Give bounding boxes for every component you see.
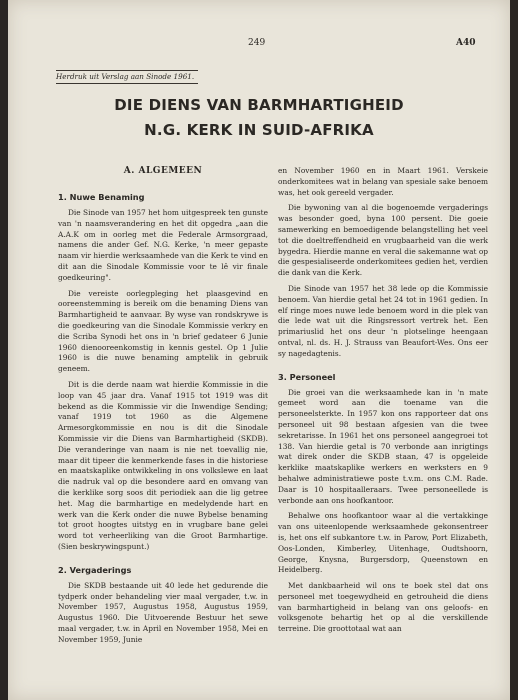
title-line-1: DIE DIENS VAN BARMHARTIGHEID [114, 96, 404, 114]
right-column [278, 166, 488, 640]
paragraph: Behalwe ons hoofkantoor waar al die vertakkinge van ons uiteenlopende werksaamhede gekonsentreer is, het ons elf subkantore t.w. in Parow, Port Elizabeth, Oos-Londen, Kimberley, Uitenhage, Oudtshoorn, George, Knysna, Burgersdorp, Queenstown en Heidelberg. [278, 511, 488, 575]
reprint-note: Herdruk uit Verslag aan Sinode 1961. [56, 70, 198, 84]
paragraph: Die groei van die werksaamhede kan in 'n mate gemeet word aan die toename van die personeelsterkte. In 1957 kon ons rapporteer dat ons personeel uit 98 bestaan afgesien van die twee sekretarisse. In 1961 het ons personeel aangegroei tot 138. Van hierdie getal is 70 verbonde aan inrigtings wat direk onder die SKDB staan, 47 is opgeleide kerklike maatskaplike werkers en werksters en 9 behalwe administratiewe poste t.v.m. ons C.M. Rade. Daar is 10 hospitaalleraars. Twee personeellede is verbonde aan ons hoofkantoor. [278, 387, 488, 505]
left-column [58, 166, 268, 650]
title-line-2: N.G. KERK IN SUID-AFRIKA [144, 121, 374, 139]
paragraph: Die Sinode van 1957 het 38 lede op die Kommissie benoem. Van hierdie getal het 24 tot in 1961 gedien. In elf ringe moes nuwe lede benoem word in die plek van die lede wat uit die Ringsressort vertrek het. Een primariuslid het ons deur 'n plotselinge heengaan ontval, nl. ds. H. J. Strauss van Beaufort-Wes. Ons eer sy nagedagtenis. [278, 283, 488, 358]
paragraph: en November 1960 en in Maart 1961. Verskeie onderkomitees wat in belang van spesiale sake benoem was, het ook gereeld vergader. [278, 166, 488, 197]
paragraph: Met dankbaarheid wil ons te boek stel dat ons personeel met toegewydheid en getrouheid die diens van barmhartigheid in belang van ons geloofs- en volksgenote behartig het op al die verskillende terreine. Die groottotaal wat aan [278, 581, 488, 634]
page-code: A40 [456, 38, 476, 48]
document-page [8, 0, 510, 700]
section-heading: A. ALGEMEEN [123, 166, 203, 176]
paragraph: Die Sinode van 1957 het hom uitgespreek ten gunste van 'n naamsverandering en het dit opgedra „aan die A.A.K om in oorleg met die Federale Armsorgraad, namens die ander Gef. N.G. Kerke, 'n meer gepaste naam vir hierdie werksaamhede van die Kerk te vind en dit aan die Sinodale Kommissie voor te lê vir finale goedkeuring". [58, 208, 268, 282]
paragraph: Die SKDB bestaande uit 40 lede het gedurende die tydperk onder behandeling vier maal vergader, t.w. in November 1957, Augustus 1958, Augustus 1959, Augustus 1960. Die Uitvoerende Bestuur het sewe maal vergader, t.w. in April en November 1958, Mei en November 1959, Junie [58, 580, 268, 644]
paragraph: Die vereiste oorlegpleging het plaasgevind en ooreenstemming is bereik om die benaming Diens van Barmhartigheid te aanvaar. By wyse van rondskrywe is die goedkeuring van die Sinodale Kommissie verkry en die Scriba Synodi het ons in 'n brief gedateer 6 Junie 1960 dienooreenkomstig in kennis gestel. Op 1 Julie 1960 is die nuwe benaming amptelik in gebruik geneem. [58, 288, 268, 374]
subheading-vergaderings: 2. Vergaderings [58, 564, 132, 575]
paragraph: Die bywoning van al die bogenoemde vergaderings was besonder goed, byna 100 persent. Die goeie samewerking en bemoedigende belangstelling het veel tot die doeltreffendheid en vrugbaarheid van die werk bygedra. Hierdie manne en veral die sakemanne wat op die gespesialiseerde onderkomitees gedien het, verdien die dank van die Kerk. [278, 203, 489, 278]
page-number: 249 [248, 38, 266, 48]
paragraph: Dit is die derde naam wat hierdie Kommissie in die loop van 45 jaar dra. Vanaf 1915 tot 1919 was dit bekend as die Kommissie vir die Inwendige Sending; vanaf 1919 tot 1960 as die Algemene Armesorgkommissie en nou is dit die Sinodale Kommissie vir die Diens van Barmhartigheid (SKDB). Die veranderinge van naam is nie net toevallig nie, maar dit tipeer die kenmerkende fases in die historiese en maatskaplike ontwikkeling in ons volkslewe en laat die nadruk val op die besondere aard en omvang van die kerklike sorg soos dit periodiek aan die lig getree het. Mag die barmhartige en medelydende hart en werk van die Kerk onder die nuwe Bybelse benaming tot groot hoogtes uitstyg en in vrugbare bane gelei word tot verheerliking van die Groot Barmhartige. (Sien beskrywingspunt.) [58, 379, 268, 551]
subheading-personeel: 3. Personeel [278, 371, 336, 382]
subheading-nuwe-benaming: 1. Nuwe Benaming [58, 192, 145, 202]
